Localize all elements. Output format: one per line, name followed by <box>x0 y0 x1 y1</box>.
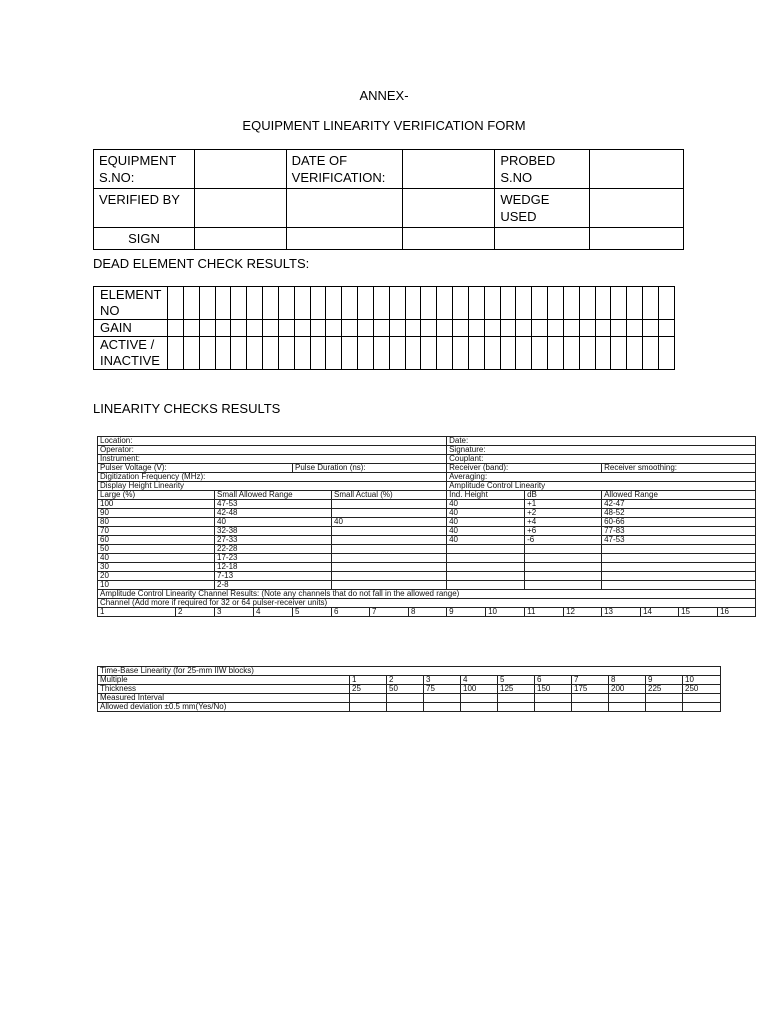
dh-allowed-cell[interactable]: 2-8 <box>215 581 332 590</box>
location-field[interactable]: Location: <box>98 437 447 446</box>
dh-large-cell[interactable]: 90 <box>98 509 215 518</box>
probed-sno-field[interactable] <box>590 150 684 189</box>
gain-cell[interactable] <box>532 320 548 337</box>
dh-actual-cell[interactable] <box>332 509 447 518</box>
active-inactive-cell[interactable] <box>184 337 200 370</box>
linearity-row <box>98 545 756 554</box>
dh-allowed-cell[interactable]: 40 <box>215 518 332 527</box>
gain-cell[interactable] <box>199 320 215 337</box>
element-no-cell[interactable] <box>199 287 215 320</box>
dh-allowed-cell[interactable]: 32-38 <box>215 527 332 536</box>
active-inactive-cell[interactable] <box>373 337 389 370</box>
active-inactive-cell[interactable] <box>548 337 564 370</box>
sign-field[interactable] <box>194 228 286 250</box>
element-no-cell[interactable] <box>358 287 374 320</box>
active-inactive-cell[interactable] <box>643 337 659 370</box>
dh-actual-cell[interactable] <box>332 545 447 554</box>
linearity-checks-table <box>97 436 756 617</box>
channel-cell[interactable]: 3 <box>215 608 254 617</box>
channel-cell[interactable]: 5 <box>293 608 332 617</box>
gain-cell[interactable] <box>231 320 247 337</box>
gain-cell[interactable] <box>484 320 500 337</box>
gain-cell[interactable] <box>405 320 421 337</box>
allowed-deviation-cell[interactable] <box>387 703 424 712</box>
allowed-deviation-cell[interactable] <box>350 703 387 712</box>
form-title: EQUIPMENT LINEARITY VERIFICATION FORM <box>242 118 526 133</box>
measured-interval-label: Measured Interval <box>98 694 350 703</box>
allowed-deviation-cell[interactable] <box>498 703 535 712</box>
measured-interval-cell[interactable] <box>646 694 683 703</box>
sign-field-4[interactable] <box>495 228 590 250</box>
dh-actual-cell[interactable] <box>332 572 447 581</box>
multiple-cell: 10 <box>683 676 721 685</box>
signature-field[interactable]: Signature: <box>447 446 756 455</box>
measured-interval-cell[interactable] <box>535 694 572 703</box>
element-no-cell[interactable] <box>579 287 595 320</box>
gain-cell[interactable] <box>389 320 405 337</box>
gain-cell[interactable] <box>516 320 532 337</box>
element-no-cell[interactable] <box>326 287 342 320</box>
element-no-cell[interactable] <box>643 287 659 320</box>
element-no-cell[interactable] <box>373 287 389 320</box>
ac-header-allowed: Allowed Range <box>602 491 756 500</box>
thickness-cell: 125 <box>498 685 535 694</box>
date-field[interactable]: Date: <box>447 437 756 446</box>
operator-field[interactable]: Operator: <box>98 446 447 455</box>
gain-cell[interactable] <box>611 320 627 337</box>
element-no-cell[interactable] <box>484 287 500 320</box>
thickness-cell: 75 <box>424 685 461 694</box>
active-inactive-cell[interactable] <box>294 337 310 370</box>
element-no-cell[interactable] <box>468 287 484 320</box>
ac-height-cell[interactable] <box>447 554 525 563</box>
multiple-cell: 8 <box>609 676 646 685</box>
ac-db-cell[interactable] <box>525 581 602 590</box>
gain-cell[interactable] <box>595 320 611 337</box>
multiple-cell: 1 <box>350 676 387 685</box>
equipment-sno-label: EQUIPMENT S.NO: <box>94 150 195 189</box>
channel-cell[interactable]: 14 <box>641 608 679 617</box>
measured-interval-cell[interactable] <box>424 694 461 703</box>
ac-db-cell[interactable] <box>525 572 602 581</box>
multiple-label: Multiple <box>98 676 350 685</box>
gain-cell[interactable] <box>215 320 231 337</box>
allowed-deviation-cell[interactable] <box>572 703 609 712</box>
gain-label: GAIN <box>94 320 168 337</box>
channel-cell[interactable]: 2 <box>176 608 215 617</box>
sign-field-2[interactable] <box>286 228 402 250</box>
gain-cell[interactable] <box>294 320 310 337</box>
gain-cell[interactable] <box>627 320 643 337</box>
ac-allowed-cell[interactable] <box>602 545 756 554</box>
thickness-cell: 25 <box>350 685 387 694</box>
active-inactive-cell[interactable] <box>310 337 326 370</box>
allowed-deviation-cell[interactable] <box>683 703 721 712</box>
display-height-heading: Display Height Linearity <box>98 482 447 491</box>
channel-cell[interactable]: 11 <box>525 608 564 617</box>
measured-interval-cell[interactable] <box>461 694 498 703</box>
gain-cell[interactable] <box>563 320 579 337</box>
element-no-cell[interactable] <box>231 287 247 320</box>
wedge-used-field[interactable] <box>590 189 684 228</box>
sign-field-3[interactable] <box>402 228 495 250</box>
gain-cell[interactable] <box>421 320 437 337</box>
dh-actual-cell[interactable] <box>332 536 447 545</box>
pulser-voltage-field[interactable]: Pulser Voltage (V): <box>98 464 293 473</box>
gain-cell[interactable] <box>168 320 184 337</box>
dh-actual-cell[interactable] <box>332 563 447 572</box>
allowed-deviation-cell[interactable] <box>609 703 646 712</box>
ac-allowed-cell[interactable]: 60-66 <box>602 518 756 527</box>
ac-db-cell[interactable]: +6 <box>525 527 602 536</box>
active-inactive-cell[interactable] <box>263 337 279 370</box>
ac-db-cell[interactable]: +1 <box>525 500 602 509</box>
time-base-title: Time-Base Linearity (for 25-mm IIW blocks) <box>98 667 721 676</box>
multiple-cell: 3 <box>424 676 461 685</box>
element-no-cell[interactable] <box>263 287 279 320</box>
measured-interval-cell[interactable] <box>498 694 535 703</box>
gain-cell[interactable] <box>263 320 279 337</box>
dh-actual-cell[interactable] <box>332 554 447 563</box>
wedge-used-label: WEDGE USED <box>495 189 590 228</box>
element-no-cell[interactable] <box>310 287 326 320</box>
active-inactive-cell[interactable] <box>231 337 247 370</box>
ac-db-cell[interactable] <box>525 554 602 563</box>
element-no-cell[interactable] <box>627 287 643 320</box>
allowed-deviation-cell[interactable] <box>424 703 461 712</box>
sign-label: SIGN <box>94 228 195 250</box>
dh-allowed-cell[interactable]: 17-23 <box>215 554 332 563</box>
linearity-row <box>98 509 756 518</box>
element-no-cell[interactable] <box>405 287 421 320</box>
linearity-row <box>98 581 756 590</box>
ac-allowed-cell[interactable]: 48-52 <box>602 509 756 518</box>
element-no-cell[interactable] <box>247 287 263 320</box>
measured-interval-cell[interactable] <box>609 694 646 703</box>
channel-cell[interactable]: 15 <box>679 608 718 617</box>
element-no-cell[interactable] <box>548 287 564 320</box>
element-no-cell[interactable] <box>294 287 310 320</box>
element-no-cell[interactable] <box>611 287 627 320</box>
element-no-cell[interactable] <box>168 287 184 320</box>
dh-actual-cell[interactable] <box>332 581 447 590</box>
active-inactive-cell[interactable] <box>595 337 611 370</box>
ac-height-cell[interactable]: 40 <box>447 509 525 518</box>
gain-cell[interactable] <box>342 320 358 337</box>
element-no-cell[interactable] <box>532 287 548 320</box>
thickness-cell: 200 <box>609 685 646 694</box>
gain-cell[interactable] <box>247 320 263 337</box>
ac-height-cell[interactable]: 40 <box>447 536 525 545</box>
dh-allowed-cell[interactable]: 22-28 <box>215 545 332 554</box>
dh-actual-cell[interactable] <box>332 527 447 536</box>
ac-db-cell[interactable]: +2 <box>525 509 602 518</box>
verified-by-field[interactable] <box>194 189 286 228</box>
gain-cell[interactable] <box>326 320 342 337</box>
ac-height-cell[interactable]: 40 <box>447 500 525 509</box>
instrument-field[interactable]: Instrument: <box>98 455 447 464</box>
ac-db-cell[interactable]: +4 <box>525 518 602 527</box>
active-inactive-cell[interactable] <box>358 337 374 370</box>
averaging-field[interactable]: Averaging: <box>447 473 756 482</box>
dh-header-large: Large (%) <box>98 491 215 500</box>
thickness-cell: 100 <box>461 685 498 694</box>
probed-sno-label: PROBED S.NO <box>495 150 590 189</box>
dh-large-cell[interactable]: 80 <box>98 518 215 527</box>
channel-cell[interactable]: 6 <box>332 608 370 617</box>
equipment-info-table <box>93 149 684 250</box>
channel-cell[interactable]: 12 <box>564 608 602 617</box>
gain-cell[interactable] <box>373 320 389 337</box>
allowed-deviation-cell[interactable] <box>461 703 498 712</box>
multiple-cell: 7 <box>572 676 609 685</box>
digitization-field[interactable]: Digitization Frequency (MHz): <box>98 473 447 482</box>
gain-cell[interactable] <box>500 320 516 337</box>
dh-large-cell[interactable]: 70 <box>98 527 215 536</box>
ac-allowed-cell[interactable] <box>602 554 756 563</box>
gain-cell[interactable] <box>468 320 484 337</box>
linearity-row <box>98 536 756 545</box>
ac-height-cell[interactable] <box>447 545 525 554</box>
date-of-verification-field[interactable] <box>402 150 495 189</box>
ac-allowed-cell[interactable]: 42-47 <box>602 500 756 509</box>
couplant-field[interactable]: Couplant: <box>447 455 756 464</box>
ac-height-cell[interactable] <box>447 581 525 590</box>
channel-add-note: Channel (Add more if required for 32 or 64 pulser-receiver units) <box>98 599 756 608</box>
active-inactive-cell[interactable] <box>453 337 469 370</box>
time-base-table <box>97 666 721 712</box>
channel-cell[interactable]: 13 <box>602 608 641 617</box>
active-inactive-cell[interactable] <box>405 337 421 370</box>
active-inactive-cell[interactable] <box>658 337 674 370</box>
element-no-cell[interactable] <box>658 287 674 320</box>
active-inactive-cell[interactable] <box>627 337 643 370</box>
dh-allowed-cell[interactable]: 27-33 <box>215 536 332 545</box>
equipment-sno-field[interactable] <box>194 150 286 189</box>
pulse-duration-field[interactable]: Pulse Duration (ns): <box>293 464 447 473</box>
ac-height-cell[interactable] <box>447 563 525 572</box>
channel-results-note: Amplitude Control Linearity Channel Results: (Note any channels that do not fall in the allowed range) <box>98 590 756 599</box>
element-no-cell[interactable] <box>184 287 200 320</box>
channel-cell[interactable]: 9 <box>447 608 486 617</box>
gain-cell[interactable] <box>184 320 200 337</box>
dh-large-cell[interactable]: 20 <box>98 572 215 581</box>
channel-cell[interactable]: 1 <box>98 608 176 617</box>
receiver-smoothing-field[interactable]: Receiver smoothing: <box>602 464 756 473</box>
element-no-cell[interactable] <box>278 287 294 320</box>
dh-allowed-cell[interactable]: 12-18 <box>215 563 332 572</box>
channel-cell[interactable]: 4 <box>254 608 293 617</box>
measured-interval-cell[interactable] <box>387 694 424 703</box>
active-inactive-cell[interactable] <box>389 337 405 370</box>
ac-header-height: Ind. Height <box>447 491 525 500</box>
active-inactive-cell[interactable] <box>199 337 215 370</box>
measured-interval-cell[interactable] <box>350 694 387 703</box>
ac-db-cell[interactable] <box>525 563 602 572</box>
ac-allowed-cell[interactable]: 77-83 <box>602 527 756 536</box>
dead-element-table <box>93 286 675 370</box>
gain-cell[interactable] <box>278 320 294 337</box>
allowed-deviation-cell[interactable] <box>646 703 683 712</box>
active-inactive-cell[interactable] <box>468 337 484 370</box>
ac-height-cell[interactable]: 40 <box>447 518 525 527</box>
element-no-cell[interactable] <box>563 287 579 320</box>
thickness-label: Thickness <box>98 685 350 694</box>
amplitude-control-heading: Amplitude Control Linearity <box>447 482 756 491</box>
dh-header-actual: Small Actual (%) <box>332 491 447 500</box>
dh-allowed-cell[interactable]: 7-13 <box>215 572 332 581</box>
active-inactive-cell[interactable] <box>611 337 627 370</box>
verified-by-field-3[interactable] <box>402 189 495 228</box>
thickness-cell: 175 <box>572 685 609 694</box>
dh-large-cell[interactable]: 40 <box>98 554 215 563</box>
element-no-cell[interactable] <box>595 287 611 320</box>
receiver-band-field[interactable]: Receiver (band): <box>447 464 602 473</box>
dead-element-heading: DEAD ELEMENT CHECK RESULTS: <box>93 256 310 271</box>
element-no-cell[interactable] <box>516 287 532 320</box>
element-no-cell[interactable] <box>389 287 405 320</box>
allowed-deviation-cell[interactable] <box>535 703 572 712</box>
active-inactive-cell[interactable] <box>484 337 500 370</box>
gain-cell[interactable] <box>310 320 326 337</box>
active-inactive-cell[interactable] <box>326 337 342 370</box>
dh-actual-cell[interactable]: 40 <box>332 518 447 527</box>
linearity-row <box>98 518 756 527</box>
dh-header-allowed: Small Allowed Range <box>215 491 332 500</box>
channel-cell[interactable]: 8 <box>409 608 447 617</box>
linearity-row <box>98 500 756 509</box>
measured-interval-cell[interactable] <box>572 694 609 703</box>
gain-cell[interactable] <box>548 320 564 337</box>
gain-cell[interactable] <box>437 320 453 337</box>
gain-cell[interactable] <box>453 320 469 337</box>
verified-by-label: VERIFIED BY <box>94 189 195 228</box>
allowed-deviation-label: Allowed deviation ±0.5 mm(Yes/No) <box>98 703 350 712</box>
active-inactive-cell[interactable] <box>563 337 579 370</box>
annex-label: ANNEX- <box>359 88 409 103</box>
element-no-cell[interactable] <box>437 287 453 320</box>
active-inactive-cell[interactable] <box>437 337 453 370</box>
channel-cell[interactable]: 10 <box>486 608 525 617</box>
dh-large-cell[interactable]: 100 <box>98 500 215 509</box>
linearity-row <box>98 527 756 536</box>
element-no-cell[interactable] <box>453 287 469 320</box>
dh-large-cell[interactable]: 50 <box>98 545 215 554</box>
active-inactive-cell[interactable] <box>342 337 358 370</box>
ac-db-cell[interactable] <box>525 545 602 554</box>
ac-allowed-cell[interactable]: 47-53 <box>602 536 756 545</box>
measured-interval-cell[interactable] <box>683 694 721 703</box>
dh-large-cell[interactable]: 10 <box>98 581 215 590</box>
multiple-cell: 5 <box>498 676 535 685</box>
linearity-heading: LINEARITY CHECKS RESULTS <box>93 401 281 416</box>
thickness-cell: 250 <box>683 685 721 694</box>
verified-by-field-2[interactable] <box>286 189 402 228</box>
ac-allowed-cell[interactable] <box>602 572 756 581</box>
active-inactive-cell[interactable] <box>168 337 184 370</box>
thickness-cell: 50 <box>387 685 424 694</box>
thickness-cell: 225 <box>646 685 683 694</box>
date-of-verification-label: DATE OF VERIFICATION: <box>286 150 402 189</box>
element-no-cell[interactable] <box>342 287 358 320</box>
multiple-cell: 6 <box>535 676 572 685</box>
active-inactive-cell[interactable] <box>532 337 548 370</box>
ac-db-cell[interactable]: -6 <box>525 536 602 545</box>
active-inactive-cell[interactable] <box>247 337 263 370</box>
active-inactive-cell[interactable] <box>278 337 294 370</box>
gain-cell[interactable] <box>358 320 374 337</box>
gain-cell[interactable] <box>643 320 659 337</box>
sign-field-5[interactable] <box>590 228 684 250</box>
gain-cell[interactable] <box>579 320 595 337</box>
dh-allowed-cell[interactable]: 42-48 <box>215 509 332 518</box>
active-inactive-cell[interactable] <box>500 337 516 370</box>
multiple-cell: 2 <box>387 676 424 685</box>
dh-large-cell[interactable]: 30 <box>98 563 215 572</box>
linearity-row <box>98 554 756 563</box>
element-no-cell[interactable] <box>215 287 231 320</box>
multiple-cell: 4 <box>461 676 498 685</box>
active-inactive-cell[interactable] <box>516 337 532 370</box>
ac-allowed-cell[interactable] <box>602 581 756 590</box>
dh-allowed-cell[interactable]: 47-53 <box>215 500 332 509</box>
active-inactive-cell[interactable] <box>579 337 595 370</box>
ac-allowed-cell[interactable] <box>602 563 756 572</box>
thickness-cell: 150 <box>535 685 572 694</box>
channel-cell[interactable]: 16 <box>718 608 756 617</box>
element-no-cell[interactable] <box>421 287 437 320</box>
ac-height-cell[interactable]: 40 <box>447 527 525 536</box>
element-no-cell[interactable] <box>500 287 516 320</box>
linearity-row <box>98 563 756 572</box>
ac-height-cell[interactable] <box>447 572 525 581</box>
linearity-row <box>98 572 756 581</box>
dh-actual-cell[interactable] <box>332 500 447 509</box>
channel-cell[interactable]: 7 <box>370 608 409 617</box>
active-inactive-cell[interactable] <box>421 337 437 370</box>
multiple-cell: 9 <box>646 676 683 685</box>
dh-large-cell[interactable]: 60 <box>98 536 215 545</box>
active-inactive-cell[interactable] <box>215 337 231 370</box>
active-inactive-label: ACTIVE / INACTIVE <box>94 337 168 370</box>
element-no-label: ELEMENT NO <box>94 287 168 320</box>
gain-cell[interactable] <box>658 320 674 337</box>
ac-header-db: dB <box>525 491 602 500</box>
